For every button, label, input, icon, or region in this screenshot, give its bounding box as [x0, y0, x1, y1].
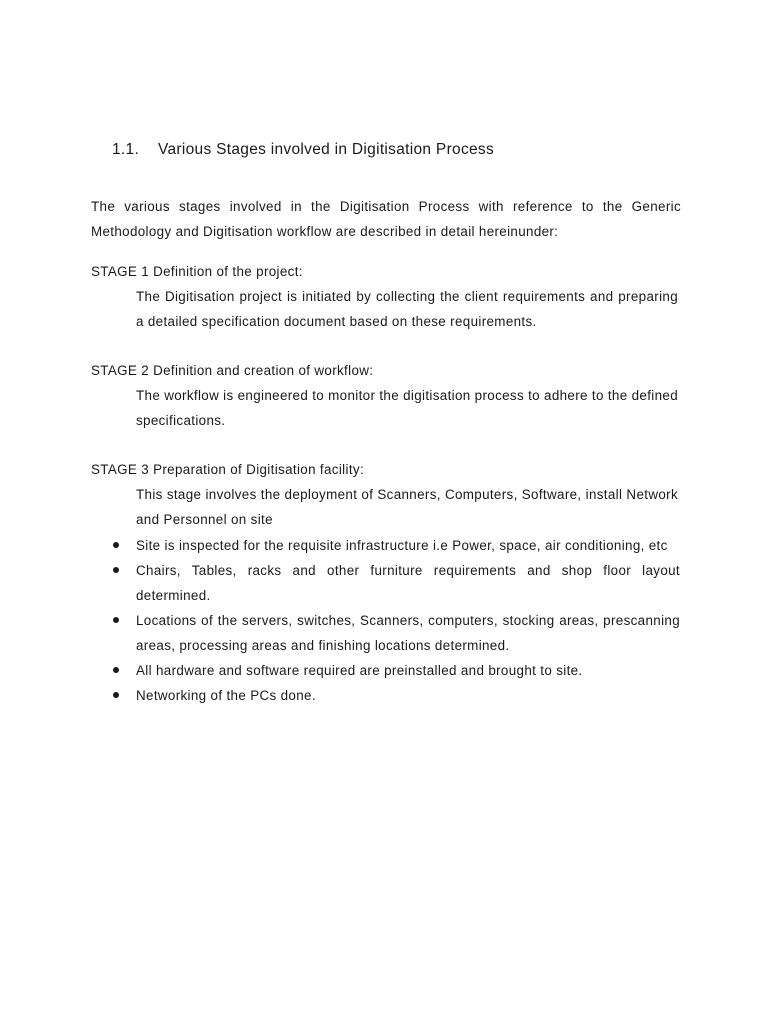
list-item — [110, 558, 680, 608]
stage-1-description: The Digitisation project is initiated by collecting the client requirements and preparing a detailed specification document based on these requirements. — [136, 289, 678, 329]
bullet-text: Site is inspected for the requisite infrastructure i.e Power, space, air conditioning, etc — [136, 538, 668, 553]
stage-2-title: STAGE 2 Definition and creation of workflow: — [91, 363, 374, 378]
stage-1-title: STAGE 1 Definition of the project: — [91, 264, 303, 279]
bullet-icon — [113, 567, 119, 573]
stage-3-description: This stage involves the deployment of Scanners, Computers, Software, install Network and Personnel on site — [136, 487, 678, 527]
stage-3-title: STAGE 3 Preparation of Digitisation facility: — [91, 462, 365, 477]
bullet-icon — [113, 542, 119, 548]
bullet-icon — [113, 692, 119, 698]
bullet-icon — [113, 617, 119, 623]
bullet-text: All hardware and software required are preinstalled and brought to site. — [136, 663, 583, 678]
list-item — [110, 658, 680, 683]
section-number: 1.1. — [112, 141, 140, 158]
bullet-text: Locations of the servers, switches, Scanners, computers, stocking areas, prescanning areas, processing areas and finishing locations determined. — [136, 613, 680, 653]
list-item — [110, 608, 680, 658]
intro-paragraph: The various stages involved in the Digitisation Process with reference to the Generic Methodology and Digitisation workflow are described in detail hereinunder: — [91, 199, 681, 239]
stage-3-bullet-list — [110, 533, 680, 708]
bullet-icon — [113, 667, 119, 673]
section-title: Various Stages involved in Digitisation Process — [158, 141, 495, 158]
list-item — [110, 533, 680, 558]
list-item — [110, 683, 680, 708]
bullet-text: Networking of the PCs done. — [136, 688, 316, 703]
bullet-text: Chairs, Tables, racks and other furniture requirements and shop floor layout determined. — [136, 563, 680, 603]
stage-2-description: The workflow is engineered to monitor the digitisation process to adhere to the defined specifications. — [136, 388, 678, 428]
section-heading — [112, 141, 494, 159]
